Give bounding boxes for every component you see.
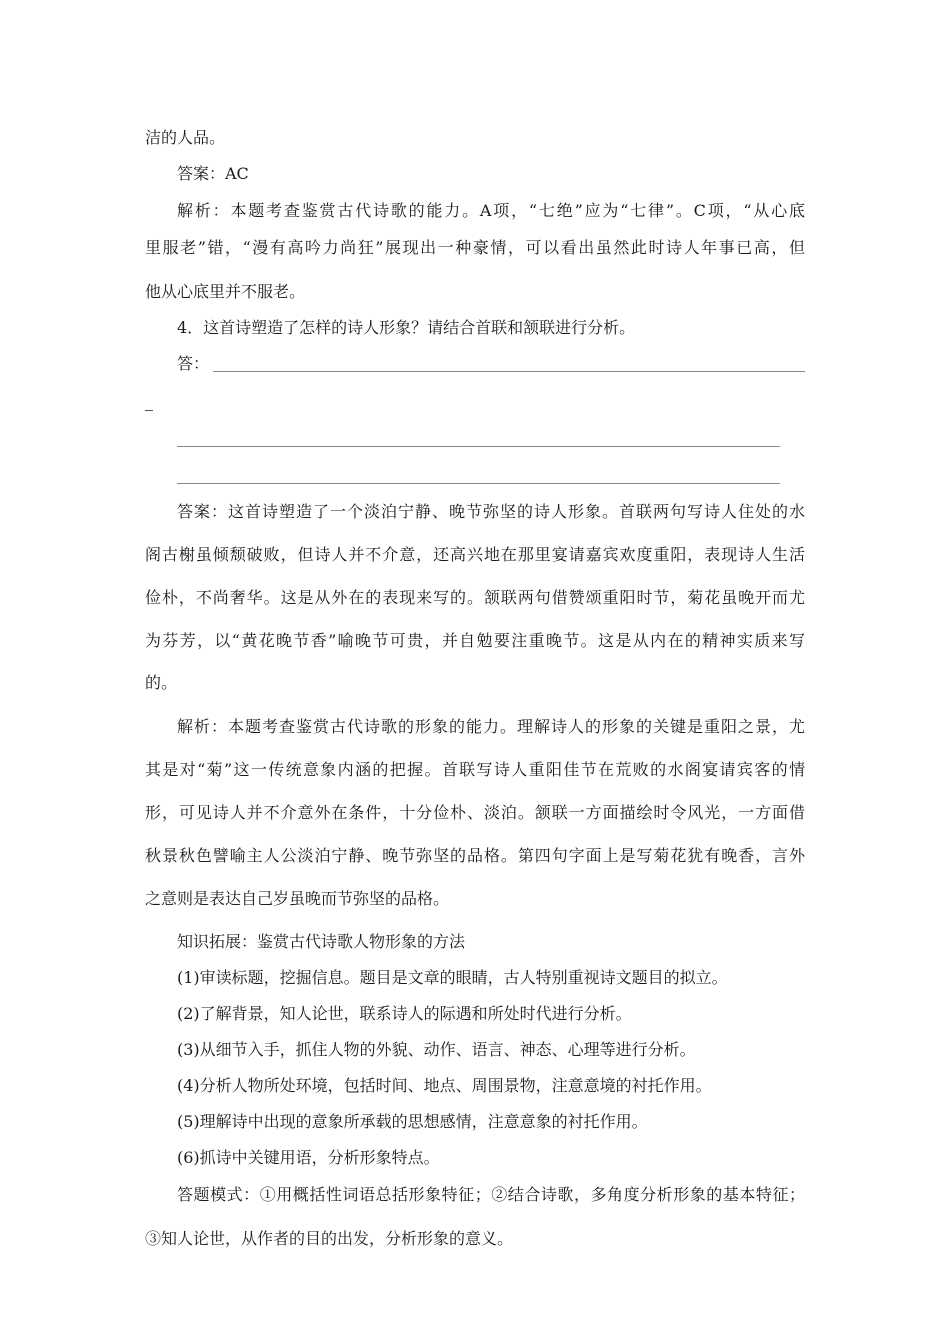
list-item: (2)了解背景，知人论世，联系诗人的际遇和所处时代进行分析。 (177, 1004, 632, 1023)
list-item: (4)分析人物所处环境，包括时间、地点、周围景物，注意意境的衬托作用。 (177, 1076, 712, 1095)
text-line: 的。 (145, 673, 178, 692)
section-heading: 知识拓展：鉴赏古代诗歌人物形象的方法 (177, 932, 466, 951)
answer-blank-line[interactable] (177, 446, 780, 447)
text-line: 洁的人品。 (145, 128, 226, 147)
text-line: 里服老”错，“漫有高吟力尚狂”展现出一种豪情，可以看出虽然此时诗人年事已高，但 (145, 238, 805, 257)
answer-blank-line[interactable] (177, 483, 780, 484)
text-line: 形，可见诗人并不介意外在条件，十分俭朴、淡泊。颔联一方面描绘时令风光，一方面借 (145, 803, 805, 822)
text-line: 阁古榭虽倾颓破败，但诗人并不介意，还高兴地在那里宴请嘉宾欢度重阳，表现诗人生活 (145, 545, 805, 564)
text-line: 为芬芳，以“黄花晚节香”喻晚节可贵，并自勉要注重晚节。这是从内在的精神实质来写 (145, 631, 805, 650)
question-heading: 4．这首诗塑造了怎样的诗人形象？请结合首联和颔联进行分析。 (177, 318, 636, 337)
answer-blank-line[interactable] (213, 371, 805, 372)
text-line: 答题模式：①用概括性词语总括形象特征；②结合诗歌，多角度分析形象的基本特征； (177, 1185, 805, 1204)
list-item: (3)从细节入手，抓住人物的外貌、动作、语言、神态、心理等进行分析。 (177, 1040, 696, 1059)
answer-prompt: 答： (177, 354, 210, 373)
text-line: 秋景秋色譬喻主人公淡泊宁静、晚节弥坚的品格。第四句字面上是写菊花犹有晚香，言外 (145, 846, 805, 865)
list-item: (6)抓诗中关键用语，分析形象特点。 (177, 1148, 440, 1167)
list-item: (5)理解诗中出现的意象所承载的思想感情，注意意象的衬托作用。 (177, 1112, 648, 1131)
text-line: ③知人论世，从作者的目的出发，分析形象的意义。 (145, 1229, 514, 1248)
text-line: 答案：这首诗塑造了一个淡泊宁静、晚节弥坚的诗人形象。首联两句写诗人住处的水 (177, 502, 805, 521)
answer-blank-line[interactable] (145, 410, 153, 411)
text-line: 解析：本题考查鉴赏古代诗歌的能力。A项，“七绝”应为“七律”。C项，“从心底 (177, 201, 805, 220)
list-item: (1)审读标题，挖掘信息。题目是文章的眼睛，古人特别重视诗文题目的拟立。 (177, 968, 728, 987)
text-line: 其是对“菊”这一传统意象内涵的把握。首联写诗人重阳佳节在荒败的水阁宴请宾客的情 (145, 760, 805, 779)
text-line: 俭朴，不尚奢华。这是从外在的表现来写的。颔联两句借赞颂重阳时节，菊花虽晚开而尤 (145, 588, 805, 607)
text-line: 之意则是表达自己岁虽晚而节弥坚的品格。 (145, 889, 450, 908)
answer-label: 答案：AC (177, 164, 249, 183)
text-line: 解析：本题考查鉴赏古代诗歌的形象的能力。理解诗人的形象的关键是重阳之景，尤 (177, 717, 805, 736)
text-line: 他从心底里并不服老。 (145, 282, 306, 301)
